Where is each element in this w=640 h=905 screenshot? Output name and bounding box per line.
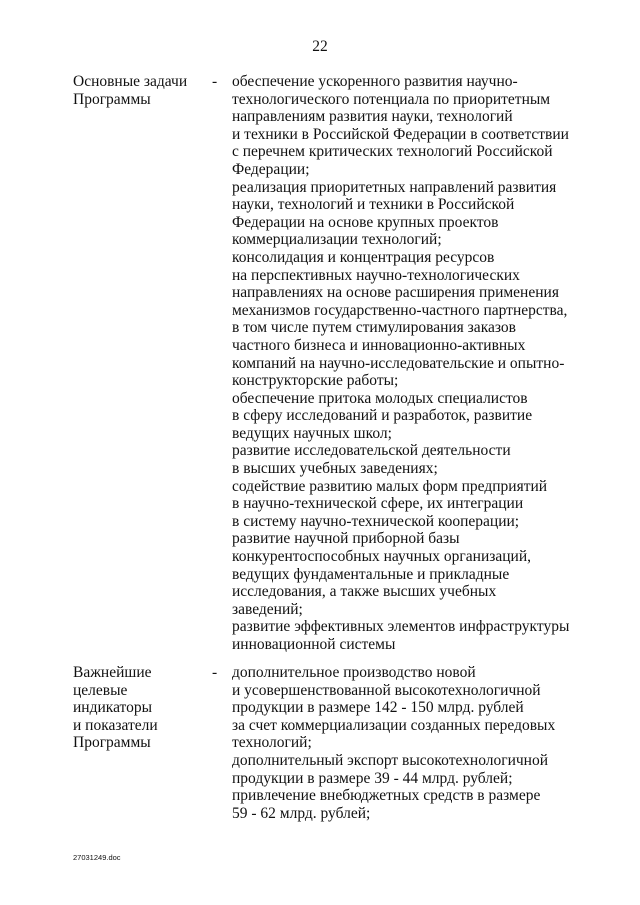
- section-content: [232, 664, 632, 822]
- label-line: Программы: [73, 734, 151, 752]
- text-line: дополнительное производство новой: [232, 664, 476, 681]
- text-line: 59 - 62 млрд. рублей;: [232, 804, 371, 822]
- section-content: [232, 73, 632, 654]
- text-line: в высших учебных заведениях;: [232, 460, 438, 478]
- text-line: и усовершенствованной высокотехнологичной: [232, 681, 541, 699]
- text-line: Федерации на основе крупных проектов: [232, 213, 499, 231]
- label-line: индикаторы: [73, 699, 153, 717]
- text-line: продукции в размере 142 - 150 млрд. рублей: [232, 699, 524, 717]
- label-line: Программы: [73, 90, 151, 108]
- text-line: ведущих фундаментальные и прикладные: [232, 565, 510, 583]
- label-line: целевые: [73, 681, 128, 699]
- text-line: компаний на научно-исследовательские и опытно-: [232, 354, 565, 372]
- text-line: механизмов государственно-частного партнерства,: [232, 301, 568, 319]
- text-line: ведущих научных школ;: [232, 424, 392, 442]
- text-line: в научно-технической сфере, их интеграции: [232, 495, 524, 513]
- text-line: направлениях на основе расширения применения: [232, 284, 559, 302]
- label-line: Основные задачи: [73, 73, 188, 90]
- text-line: с перечнем критических технологий Российской: [232, 143, 553, 161]
- text-line: частного бизнеса и инновационно-активных: [232, 336, 526, 354]
- text-line: развитие научной приборной базы: [232, 530, 460, 548]
- text-line: коммерциализации технологий;: [232, 231, 442, 249]
- document-filename: 27031249.doc: [73, 853, 121, 862]
- text-line: в сферу исследований и разработок, развитие: [232, 407, 533, 425]
- text-line: обеспечение ускоренного развития научно-: [232, 73, 518, 90]
- text-line: реализация приоритетных направлений развития: [232, 178, 557, 196]
- text-line: направлениям развития науки, технологий: [232, 108, 513, 126]
- label-line: и показатели: [73, 716, 158, 734]
- text-line: содействие развитию малых форм предприятий: [232, 477, 548, 495]
- dash-marker: -: [212, 664, 218, 681]
- text-line: за счет коммерциализации созданных передовых: [232, 716, 556, 734]
- text-line: инновационной системы: [232, 636, 396, 653]
- text-line: технологий;: [232, 734, 312, 752]
- text-line: исследования, а также высших учебных: [232, 583, 497, 601]
- text-line: Федерации;: [232, 160, 310, 178]
- page-number: 22: [312, 38, 328, 55]
- text-line: консолидация и концентрация ресурсов: [232, 248, 495, 266]
- text-line: и техники в Российской Федерации в соответствии: [232, 125, 569, 143]
- text-line: привлечение внебюджетных средств в размере: [232, 787, 541, 805]
- dash-marker: -: [212, 73, 218, 90]
- text-line: заведений;: [232, 600, 303, 618]
- text-line: продукции в размере 39 - 44 млрд. рублей;: [232, 769, 513, 787]
- text-line: дополнительный экспорт высокотехнологичной: [232, 751, 549, 769]
- section-label: [73, 664, 213, 752]
- text-line: обеспечение притока молодых специалистов: [232, 389, 528, 407]
- section-label: [73, 73, 213, 108]
- text-line: на перспективных научно-технологических: [232, 266, 520, 284]
- text-line: конструкторские работы;: [232, 372, 399, 390]
- text-line: в том числе путем стимулирования заказов: [232, 319, 516, 337]
- text-line: в систему научно-технической кооперации;: [232, 512, 520, 530]
- text-line: конкурентоспособных научных организаций,: [232, 548, 531, 566]
- text-line: развитие эффективных элементов инфраструктуры: [232, 618, 570, 636]
- text-line: технологического потенциала по приоритетным: [232, 90, 551, 108]
- label-line: Важнейшие: [73, 664, 152, 681]
- text-line: науки, технологий и техники в Российской: [232, 196, 515, 214]
- text-line: развитие исследовательской деятельности: [232, 442, 511, 460]
